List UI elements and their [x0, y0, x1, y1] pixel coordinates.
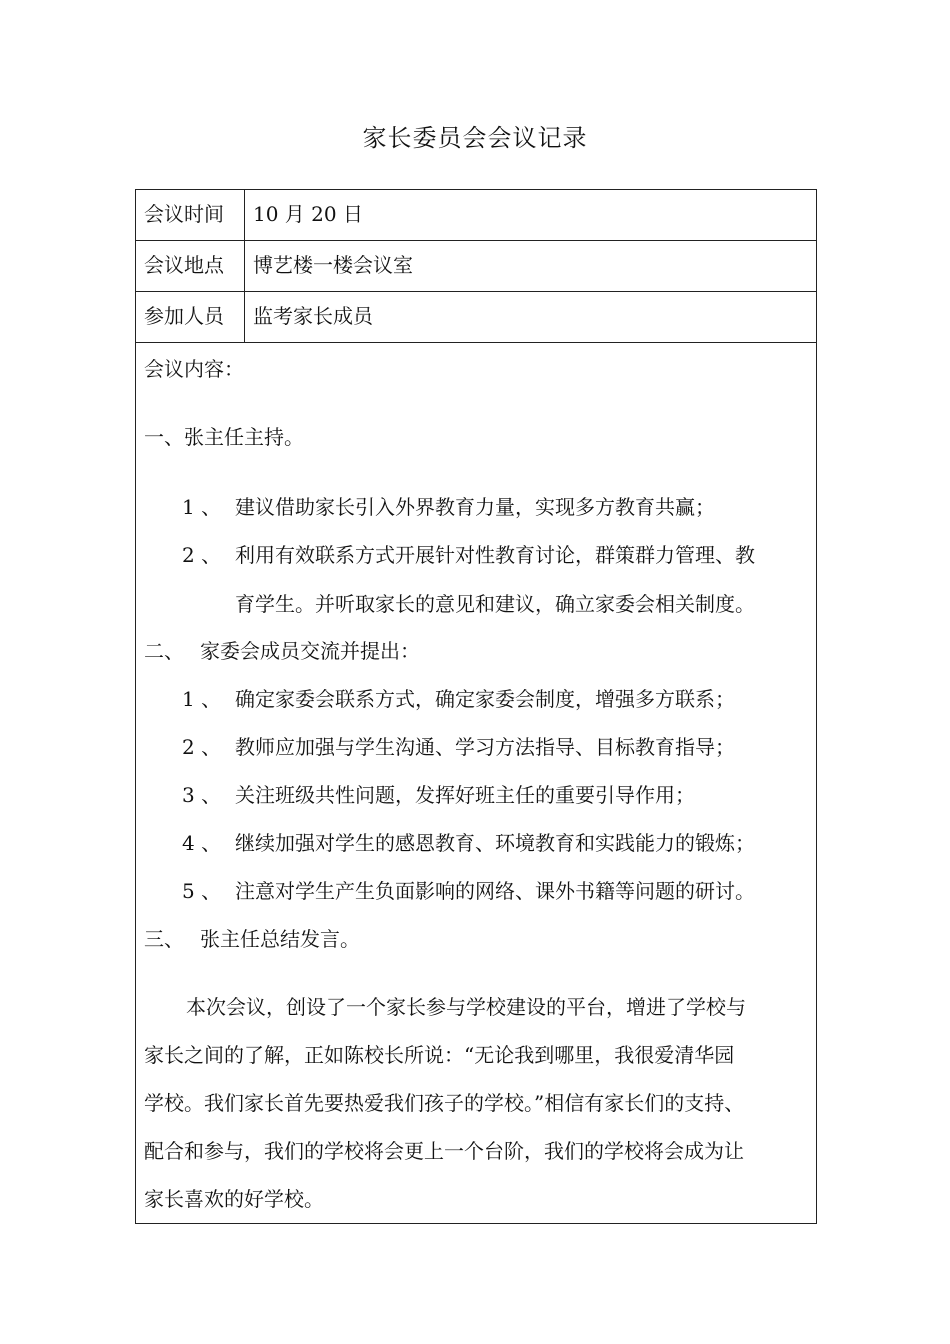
summary-line-5: 家长喜欢的好学校。 [144, 1187, 324, 1211]
page-title: 家长委员会会议记录 [362, 124, 588, 152]
section1-item2-text-line1: 利用有效联系方式开展针对性教育讨论，群策群力管理、教 [235, 543, 755, 567]
section2-item3-number: 3 、 [182, 783, 222, 807]
section3-title: 张主任总结发言。 [200, 927, 360, 951]
section1-item2-text-line2: 育学生。并听取家长的意见和建议，确立家委会相关制度。 [235, 592, 755, 616]
meeting-location-label: 会议地点 [136, 241, 245, 291]
section2-item2-number: 2 、 [182, 735, 222, 759]
row-meeting-time [136, 190, 816, 241]
section2-item3-text: 关注班级共性问题，发挥好班主任的重要引导作用； [235, 783, 695, 807]
section2-title: 家委会成员交流并提出： [200, 639, 420, 663]
section2-item1-number: 1 、 [182, 687, 222, 711]
section1-item1-number: 1 、 [182, 495, 222, 519]
meeting-time-label: 会议时间 [136, 190, 245, 240]
attendees-value: 监考家长成员 [253, 304, 373, 328]
section2-item4-number: 4 、 [182, 831, 222, 855]
summary-line-2: 家长之间的了解，正如陈校长所说：“无论我到哪里，我很爱清华园 [144, 1043, 735, 1067]
section1-item1-text: 建议借助家长引入外界教育力量，实现多方教育共赢； [235, 495, 715, 519]
section1-item2-number: 2 、 [182, 543, 222, 567]
section3-number: 三、 [144, 927, 184, 951]
meeting-location-value: 博艺楼一楼会议室 [253, 253, 413, 277]
attendees-label: 参加人员 [136, 292, 245, 342]
meeting-content [136, 343, 816, 1223]
section2-item4-text: 继续加强对学生的感恩教育、环境教育和实践能力的锻炼； [235, 831, 755, 855]
section2-item5-text: 注意对学生产生负面影响的网络、课外书籍等问题的研讨。 [235, 879, 755, 903]
meeting-record-table [135, 189, 817, 1224]
section2-number: 二、 [144, 639, 184, 663]
summary-line-1: 本次会议，创设了一个家长参与学校建设的平台，增进了学校与 [186, 995, 746, 1019]
section2-item2-text: 教师应加强与学生沟通、学习方法指导、目标教育指导； [235, 735, 735, 759]
section1-title: 一、张主任主持。 [144, 425, 304, 449]
summary-line-3: 学校。我们家长首先要热爱我们孩子的学校。”相信有家长们的支持、 [144, 1091, 745, 1115]
meeting-time-value: 10 月 20 日 [253, 202, 363, 226]
section2-item5-number: 5 、 [182, 879, 222, 903]
section2-item1-text: 确定家委会联系方式，确定家委会制度，增强多方联系； [235, 687, 735, 711]
row-attendees [136, 292, 816, 343]
row-meeting-location [136, 241, 816, 292]
summary-line-4: 配合和参与，我们的学校将会更上一个台阶，我们的学校将会成为让 [144, 1139, 744, 1163]
content-heading: 会议内容： [144, 357, 244, 381]
